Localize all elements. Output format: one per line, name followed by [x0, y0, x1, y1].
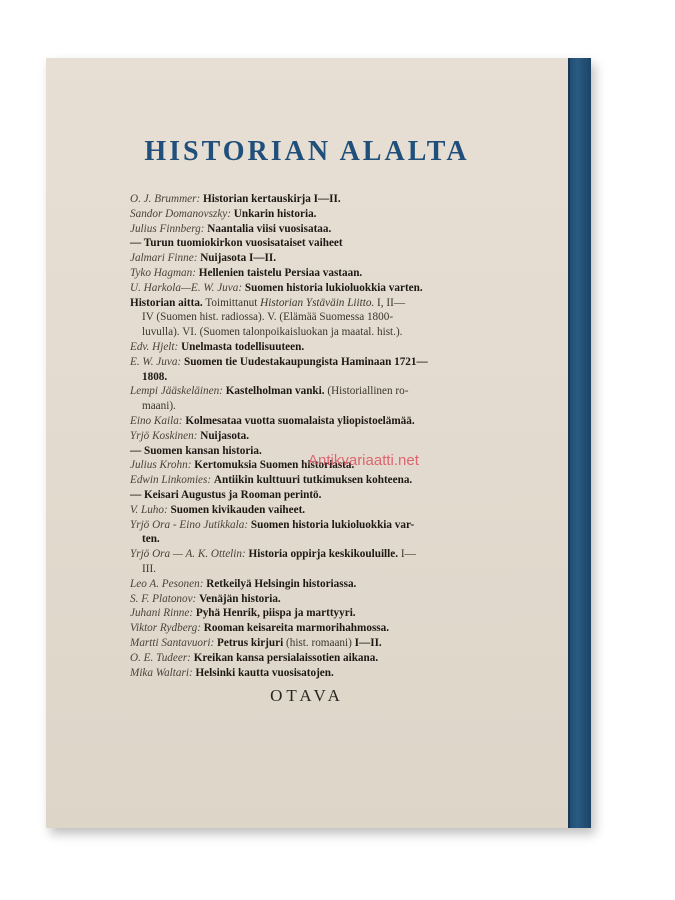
list-item [130, 547, 560, 562]
list-item [130, 222, 560, 237]
list-item [130, 325, 560, 340]
entry-author: Edwin Linkomies: [130, 474, 212, 487]
list-item [130, 488, 560, 503]
entry-author: Lempi Jääskeläinen: [130, 385, 223, 398]
entry-author: U. Harkola—E. W. Juva: [130, 281, 243, 294]
entry-note: maani). [142, 400, 176, 413]
entry-editor: Historian Ystäväin Liitto. [260, 296, 375, 309]
list-item [130, 651, 560, 666]
list-item [130, 192, 560, 207]
entry-title: Suomen kivikauden vaiheet. [170, 503, 306, 516]
entry-author: Juhani Rinne: [130, 607, 194, 620]
entry-author: Mika Waltari: [130, 666, 193, 679]
watermark-text: Antikvariaatti.net [308, 452, 419, 469]
entry-title: Unkarin historia. [233, 207, 317, 220]
entry-title: I—II. [354, 636, 382, 649]
list-item [130, 666, 560, 681]
list-item [130, 296, 560, 311]
entry-title: Kreikan kansa persialaissotien aikana. [193, 651, 379, 664]
entry-note: (Historiallinen ro- [327, 385, 409, 398]
entry-author: Eino Kaila: [130, 414, 183, 427]
entry-title: Kastelholman vanki. [225, 385, 325, 398]
entry-author: Yrjö Ora - Eino Jutikkala: [130, 518, 249, 531]
entry-title: Naantalia viisi vuosisataa. [207, 222, 332, 235]
entry-title: ten. [142, 533, 160, 546]
entry-author: Tyko Hagman: [130, 266, 196, 279]
entry-title: Petrus kirjuri [217, 636, 284, 649]
entry-note: (hist. romaani) [286, 636, 352, 649]
entry-author: S. F. Platonov: [130, 592, 197, 605]
list-item [130, 577, 560, 592]
entry-author: Yrjö Ora — A. K. Ottelin: [130, 548, 246, 561]
entry-title: Suomen historia lukioluokkia var- [250, 518, 415, 531]
entry-author: O. E. Tudeer: [130, 651, 191, 664]
list-item [130, 355, 560, 370]
list-item [130, 340, 560, 355]
entry-title: Nuijasota I—II. [200, 252, 277, 265]
entry-note: I, II— [377, 296, 406, 309]
entry-title: Unelmasta todellisuuteen. [181, 340, 305, 353]
entry-author: O. J. Brummer: [130, 193, 201, 205]
list-item [130, 562, 560, 577]
entry-title: Venäjän historia. [199, 592, 281, 605]
entry-title: Kertomuksia Suomen historiasta. [194, 459, 355, 472]
entry-title: Nuijasota. [200, 429, 250, 442]
entry-author: Julius Krohn: [130, 459, 192, 472]
list-item [130, 266, 560, 281]
entry-author: Yrjö Koskinen: [130, 429, 198, 442]
entry-title: Pyhä Henrik, piispa ja marttyyri. [195, 607, 356, 620]
entry-title: Historian kertauskirja I—II. [203, 193, 341, 205]
back-cover [46, 58, 568, 828]
book-spine [568, 58, 591, 828]
entry-title: Hellenien taistelu Persiaa vastaan. [198, 266, 363, 279]
list-item [130, 606, 560, 621]
entry-title: Retkeilyä Helsingin historiassa. [206, 577, 357, 590]
list-item [130, 251, 560, 266]
list-item [130, 281, 560, 296]
list-item [130, 310, 560, 325]
entry-note: I— [400, 548, 416, 561]
list-item [130, 384, 560, 399]
entry-author: Julius Finnberg: [130, 222, 205, 235]
list-item [130, 518, 560, 533]
list-item [130, 636, 560, 651]
publisher-name: OTAVA [270, 686, 344, 705]
entry-title: Suomen historia lukioluokkia varten. [244, 281, 423, 294]
list-item [130, 503, 560, 518]
entry-author: Leo A. Pesonen: [130, 577, 204, 590]
entry-title: Rooman keisareita marmorihahmossa. [203, 622, 390, 635]
list-item [130, 207, 560, 222]
list-item [130, 532, 560, 547]
entry-author: Martti Santavuori: [130, 636, 215, 649]
entry-author: Viktor Rydberg: [130, 622, 201, 635]
series-title: HISTORIAN ALALTA [144, 136, 470, 167]
entry-title: Helsinki kautta vuosisatojen. [195, 666, 334, 679]
entry-title: — Suomen kansan historia. [130, 444, 262, 457]
list-item [130, 592, 560, 607]
book-list [130, 192, 560, 680]
entry-note: IV (Suomen hist. radiossa). V. (Elämää Suomessa 1800- [142, 311, 394, 324]
list-item [130, 621, 560, 636]
entry-title: Suomen tie Uudestakaupungista Haminaan 1721— [183, 355, 428, 368]
entry-title: Antiikin kulttuuri tutkimuksen kohteena. [213, 474, 413, 487]
entry-title: Historian aitta. [130, 296, 203, 309]
list-item [130, 473, 560, 488]
entry-author: E. W. Juva: [130, 355, 182, 368]
entry-note: III. [142, 562, 156, 575]
list-item [130, 399, 560, 414]
entry-note: luvulla). VI. (Suomen talonpoikaisluokan ja maatal. hist.). [142, 326, 403, 339]
list-item [130, 370, 560, 385]
entry-title: — Turun tuomiokirkon vuosisataiset vaiheet [130, 237, 343, 250]
entry-author: V. Luho: [130, 503, 168, 516]
entry-author: Edv. Hjelt: [130, 340, 179, 353]
list-item [130, 429, 560, 444]
entry-note: Toimittanut [205, 296, 258, 309]
entry-title: Historia oppirja keskikouluille. [248, 548, 399, 561]
entry-author: Jalmari Finne: [130, 252, 198, 265]
entry-title: — Keisari Augustus ja Rooman perintö. [130, 488, 322, 501]
entry-title: 1808. [142, 370, 168, 383]
list-item [130, 236, 560, 251]
entry-author: Sandor Domanovszky: [130, 207, 231, 220]
list-item [130, 414, 560, 429]
book [46, 58, 591, 828]
entry-title: Kolmesataa vuotta suomalaista yliopistoelämää. [185, 414, 415, 427]
